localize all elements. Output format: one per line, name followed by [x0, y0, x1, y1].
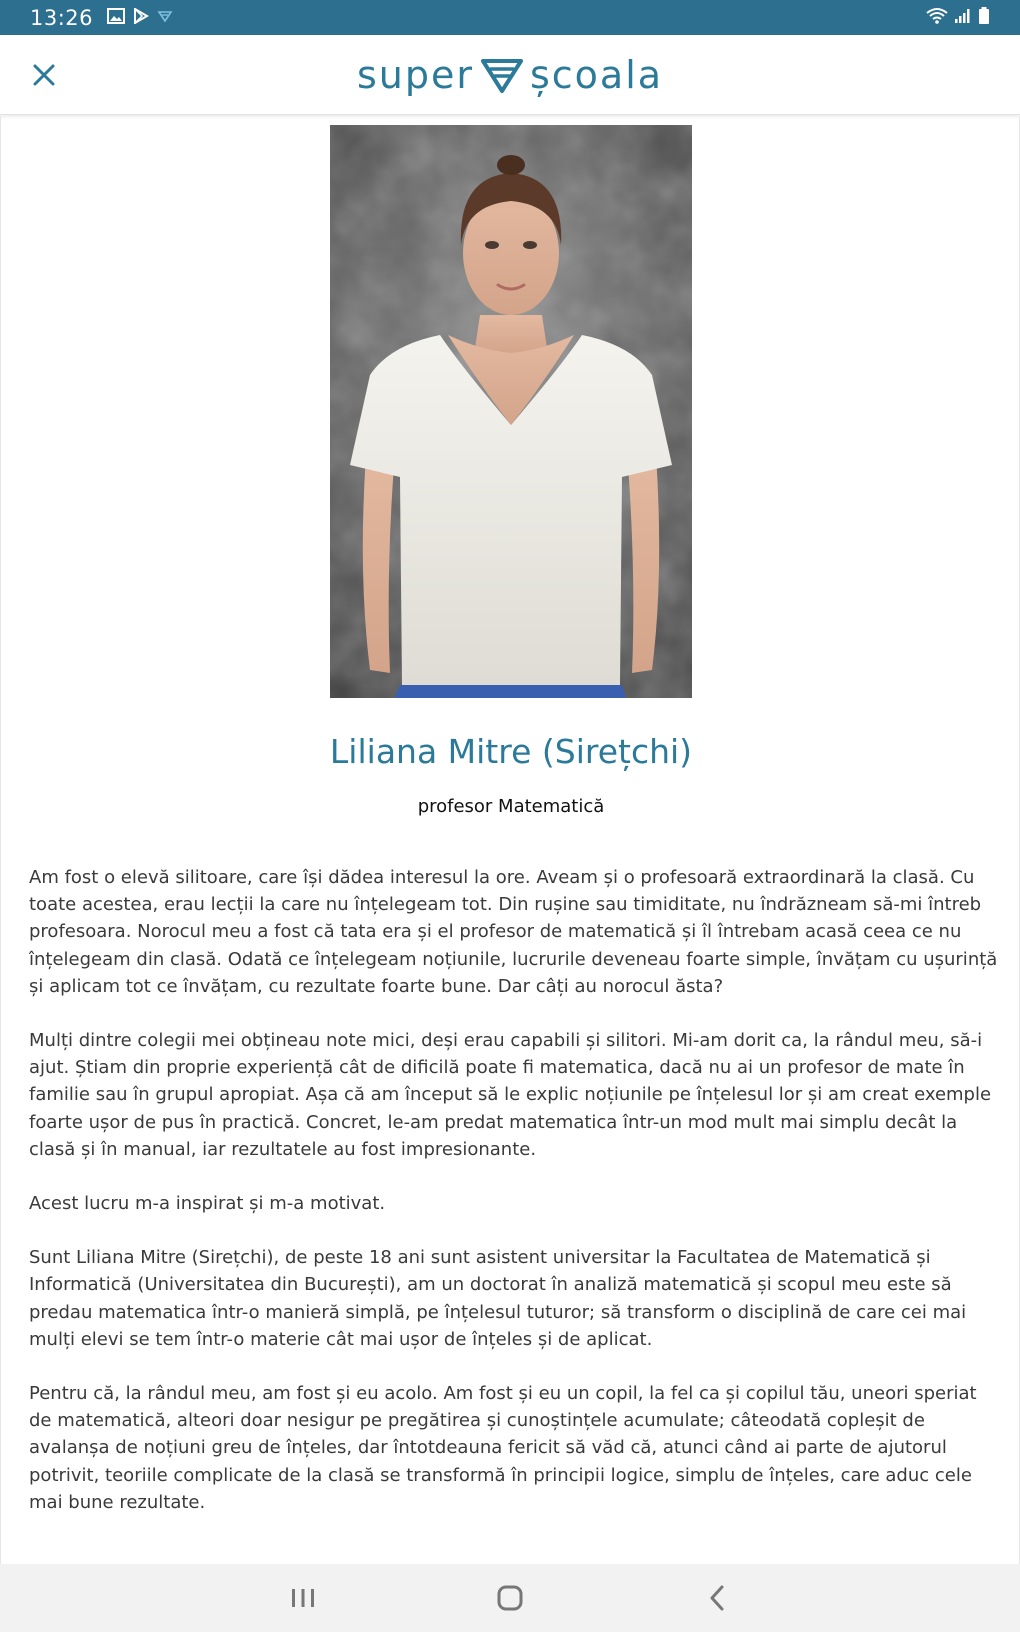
back-icon	[708, 1585, 726, 1611]
superscoala-logo	[357, 53, 663, 97]
close-icon	[33, 64, 55, 86]
status-icons-left	[107, 8, 173, 28]
app-header	[0, 35, 1020, 115]
signal-icon	[954, 8, 972, 28]
status-bar	[0, 0, 1020, 35]
close-button[interactable]	[24, 55, 64, 95]
image-icon	[107, 8, 125, 28]
bio-paragraph: Pentru că, la rândul meu, am fost și eu acolo. Am fost și eu un copil, la fel ca și copilul tău, uneori speriat de matematică, alteori doar nesigur pe pregătirea și cunoștințele acumulate; câteodată copleșit de avalanșa de noțiuni greu de înțeles, dar întotdeauna fericit să văd că, atunci când ai parte de ajutorul potrivit, teoriile complicate de la clasă se transformă în principii logice, simplu de înțeles, care aduc cele mai bune rezultate.	[29, 1383, 977, 1513]
play-store-icon	[133, 8, 149, 28]
bio-paragraph: Mulți dintre colegii mei obțineau note mici, deși erau capabili și silitori. Mi-am dorit ca, la rândul meu, să-i ajut. Știam din proprie experiență cât de dificilă poate fi matematica, dacă nu ai un profesor de mate în familie sau în grupul apropiat. Așa că am început să le explic noțiunile pe înțelesul lor și am creat exemple foarte ușor de pus în practică. Concret, le-am predat matematica într-un mod mult mai simplu decât la clasă și în manual, iar rezultatele au fost impresionante.	[29, 1030, 992, 1160]
status-time: 13:26	[30, 5, 94, 30]
bio-paragraph: Am fost o elevă silitoare, care își dădea interesul la ore. Aveam și o profesoară extraordinară la clasă. Cu toate acestea, erau lecții la care nu înțelegeam tot. Din rușine sau timiditate, nu îndrăzneam să-mi întreb profesoara. Norocul meu a fost că tata era și el profesor de matematică și îl întrebam acasă ceea ce nu înțelegeam din clasă. Odată ce înțelegeam noțiunile, lucrurile deveneau foarte simple, învățam cu ușurință și aplicam tot ce învățam, cu rezultate foarte bune. Dar câți au norocul ăsta?	[29, 867, 998, 997]
home-icon	[497, 1585, 523, 1611]
teacher-bio	[29, 864, 999, 1543]
recent-apps-button[interactable]	[273, 1568, 333, 1628]
back-button[interactable]	[687, 1568, 747, 1628]
logo-text-scoala: școala	[529, 52, 664, 97]
status-icons-right	[926, 7, 990, 29]
android-nav-bar	[0, 1564, 1020, 1632]
teacher-name: Liliana Mitre (Sirețchi)	[329, 732, 693, 771]
recent-apps-icon	[290, 1587, 316, 1609]
logo-text-super: super	[356, 52, 474, 97]
bio-paragraph: Sunt Liliana Mitre (Sirețchi), de peste 18 ani sunt asistent universitar la Facultatea de Matematică și Informatică (Universitatea din București), am un doctorat în analiză matematică și scopul meu este să predau matematica într-o manieră simplă, pe înțelesul tuturor; să transform o disciplină de care cei mai mulți elevi se tem într-o materie cât mai ușor de înțeles și de aplicat.	[29, 1247, 967, 1350]
wifi-icon	[926, 7, 948, 29]
teacher-photo	[330, 125, 692, 698]
battery-icon	[978, 7, 990, 29]
diamond-logo-icon	[480, 56, 524, 94]
teacher-profile-content[interactable]	[0, 116, 1020, 1564]
superscoala-notification-icon	[157, 8, 173, 28]
home-button[interactable]	[480, 1568, 540, 1628]
bio-paragraph: Acest lucru m-a inspirat și m-a motivat.	[29, 1193, 386, 1215]
teacher-role: profesor Matematică	[417, 796, 605, 817]
